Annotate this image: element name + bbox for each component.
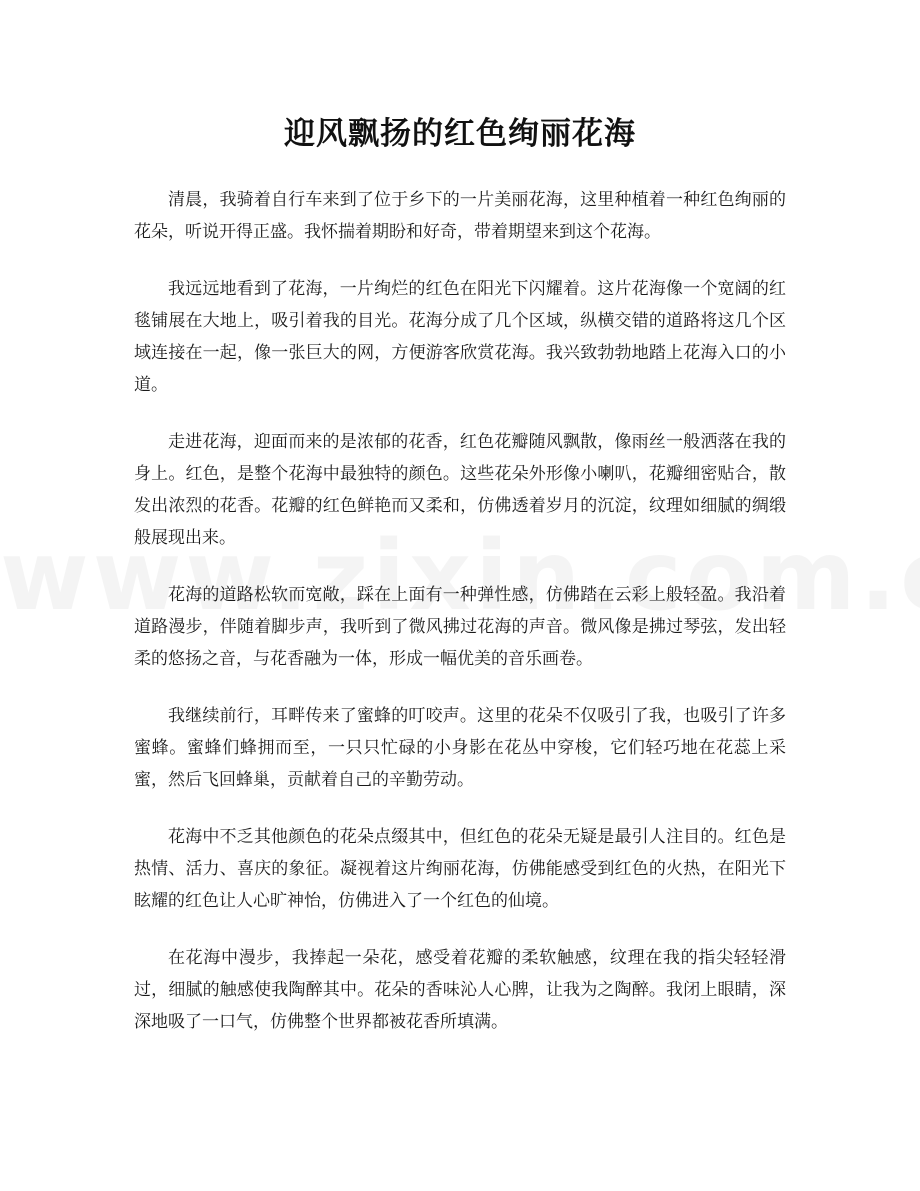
paragraph-1: 清晨，我骑着自行车来到了位于乡下的一片美丽花海，这里种植着一种红色绚丽的花朵，听说开得正盛。我怀揣着期盼和好奇，带着期望来到这个花海。 [134,190,786,242]
paragraph-7: 在花海中漫步，我捧起一朵花，感受着花瓣的柔软触感，纹理在我的指尖轻轻滑过，细腻的触感使我陶醉其中。花朵的香味沁人心脾，让我为之陶醉。我闭上眼睛，深深地吸了一口气，仿佛整个世界都被花香所填满。 [134,948,786,1032]
paragraph-5: 我继续前行，耳畔传来了蜜蜂的叮咬声。这里的花朵不仅吸引了我，也吸引了许多蜜蜂。蜜蜂们蜂拥而至，一只只忙碌的小身影在花丛中穿梭，它们轻巧地在花蕊上采蜜，然后飞回蜂巢，贡献着自己的辛勤劳动。 [134,706,786,790]
paragraph-6: 花海中不乏其他颜色的花朵点缀其中，但红色的花朵无疑是最引人注目的。红色是热情、活力、喜庆的象征。凝视着这片绚丽花海，仿佛能感受到红色的火热，在阳光下眩耀的红色让人心旷神怡，仿佛进入了一个红色的仙境。 [134,827,786,911]
document-body [134,184,786,1063]
document-title: 迎风飘扬的红色绚丽花海 [284,116,636,152]
paragraph-4: 花海的道路松软而宽敞，踩在上面有一种弹性感，仿佛踏在云彩上般轻盈。我沿着道路漫步，伴随着脚步声，我听到了微风拂过花海的声音。微风像是拂过琴弦，发出轻柔的悠扬之音，与花香融为一体，形成一幅优美的音乐画卷。 [134,585,786,669]
paragraph-3: 走进花海，迎面而来的是浓郁的花香，红色花瓣随风飘散，像雨丝一般洒落在我的身上。红色，是整个花海中最独特的颜色。这些花朵外形像小喇叭，花瓣细密贴合，散发出浓烈的花香。花瓣的红色鲜艳而又柔和，仿佛透着岁月的沉淀，纹理如细腻的绸缎般展现出来。 [134,432,786,548]
paragraph-2: 我远远地看到了花海，一片绚烂的红色在阳光下闪耀着。这片花海像一个宽阔的红毯铺展在大地上，吸引着我的目光。花海分成了几个区域，纵横交错的道路将这几个区域连接在一起，像一张巨大的网，方便游客欣赏花海。我兴致勃勃地踏上花海入口的小道。 [134,279,786,395]
